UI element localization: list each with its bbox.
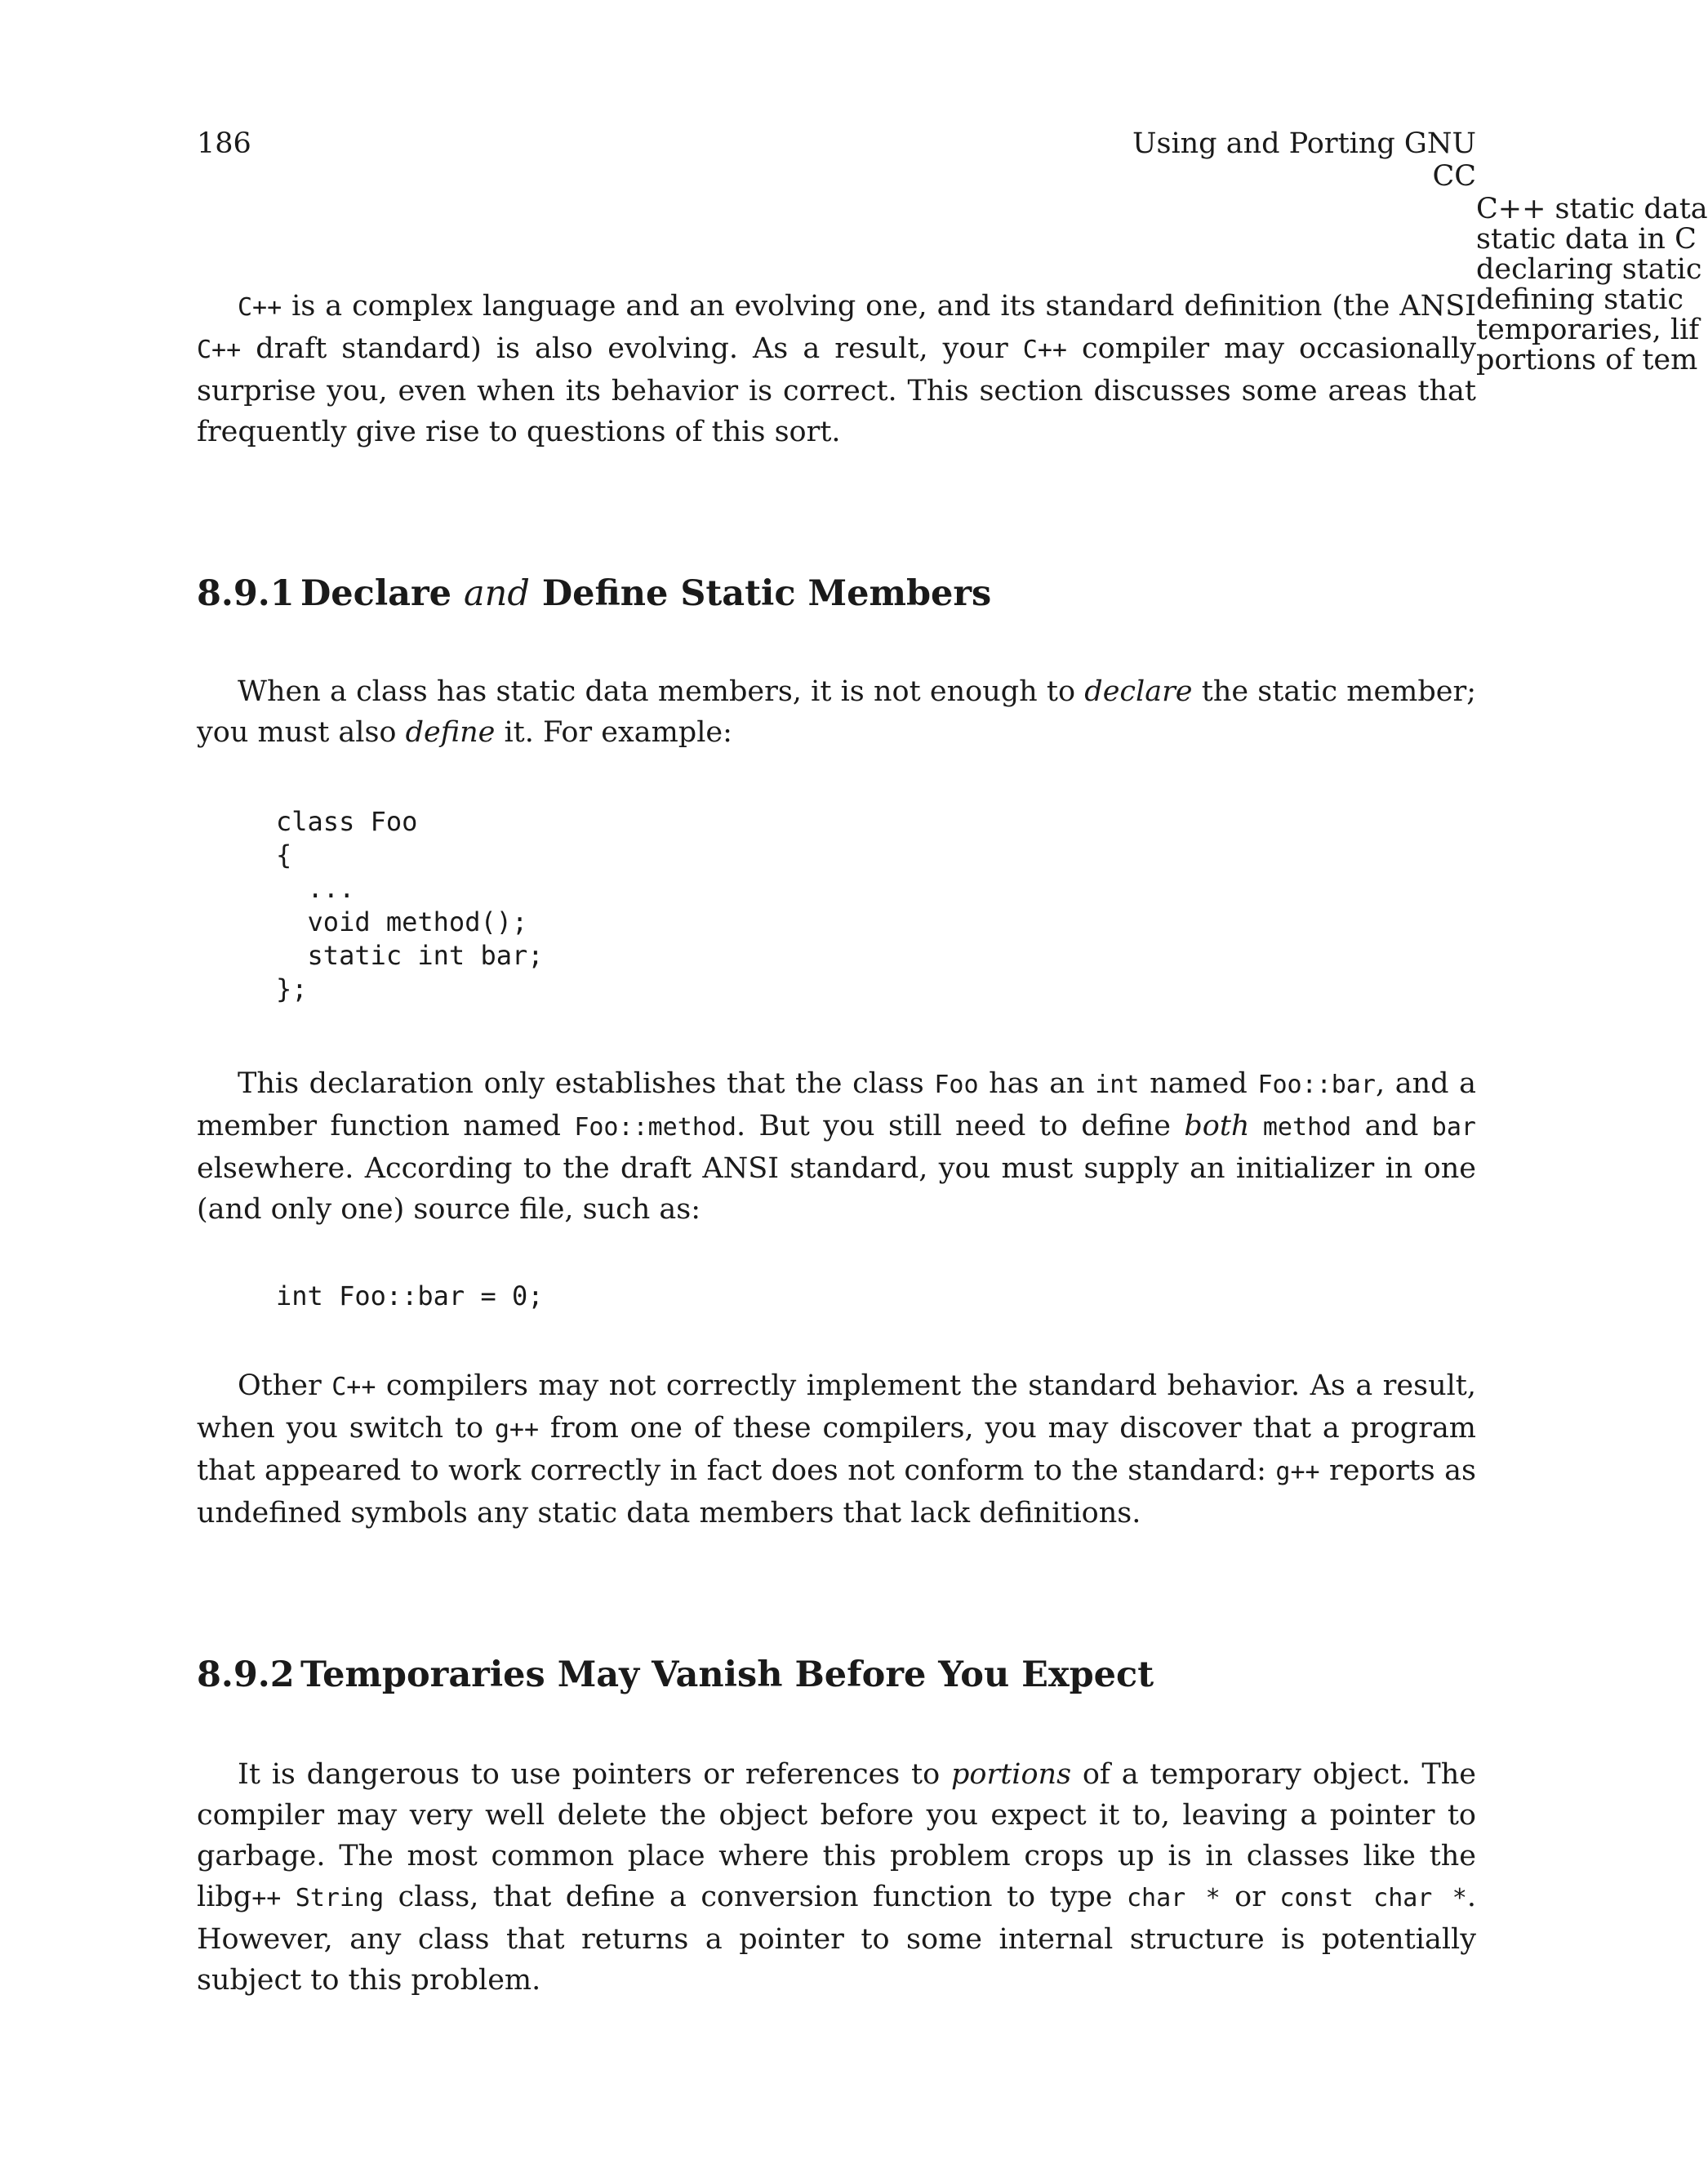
text: or: [1220, 1881, 1280, 1913]
text: Other: [238, 1369, 332, 1402]
index-entry: portions of tem: [1476, 344, 1698, 376]
static-members-paragraph-2: [197, 1063, 1476, 1230]
emphasis: both: [1184, 1110, 1250, 1142]
text: from one of these compilers, you may discover that a program that appeared to work correctly in fact does not conform to the standard:: [197, 1412, 1476, 1487]
static-members-paragraph-3: [197, 1365, 1476, 1534]
emphasis: portions: [951, 1758, 1072, 1791]
code-example-class-foo: class Foo { ... void method(); static int bar; };: [276, 806, 544, 1004]
text: When a class has static data members, it is not enough to: [238, 675, 1085, 708]
inline-code: Foo: [934, 1071, 979, 1099]
inline-code: ++: [251, 1884, 282, 1912]
inline-code: const char *: [1279, 1884, 1467, 1912]
section-number: 8.9.2: [197, 1654, 295, 1695]
inline-code: char *: [1126, 1884, 1221, 1912]
section-heading-892: [197, 1654, 1154, 1695]
section-heading-891: [197, 573, 991, 614]
heading-text: Temporaries May Vanish Before You Expect: [300, 1654, 1154, 1695]
inline-code: g++: [1275, 1458, 1320, 1486]
heading-text: Define Static Members: [541, 573, 992, 614]
running-header-title: Using and Porting GNU CC: [1132, 127, 1476, 193]
heading-text: Declare: [300, 573, 452, 614]
text: class, that define a conversion function to type: [384, 1881, 1127, 1913]
text: It is dangerous to use pointers or references to: [238, 1758, 951, 1791]
index-entries-margin: [1476, 193, 1708, 376]
emphasis: declare: [1084, 675, 1193, 708]
page-number: 186: [197, 127, 251, 160]
cpp-code: C++: [197, 336, 242, 364]
heading-italic: and: [464, 573, 530, 614]
inline-code: C++: [331, 1373, 376, 1401]
index-entry: temporaries, lif: [1476, 314, 1700, 346]
text: [1249, 1110, 1262, 1142]
text: . But you still need to define: [736, 1110, 1185, 1142]
text: reports as undefined symbols any static data members that lack definitions.: [197, 1454, 1476, 1529]
text: of a temporary object. The compiler may very well delete the object before you expect it to, leaving a pointer to garbage. The most common place where this problem crops up is in classes like the libg: [197, 1758, 1477, 1913]
text: [281, 1881, 295, 1913]
inline-code: method: [1262, 1113, 1352, 1142]
text: it. For example:: [495, 716, 732, 749]
cpp-code: C++: [238, 293, 282, 322]
section-number: 8.9.1: [197, 573, 295, 614]
intro-paragraph: [197, 286, 1476, 452]
inline-code: String: [295, 1884, 385, 1912]
code-example-initializer: int Foo::bar = 0;: [276, 1280, 544, 1311]
index-entry: C++ static data: [1476, 193, 1708, 225]
index-entry: defining static: [1476, 283, 1684, 316]
static-members-paragraph-1: [197, 671, 1476, 753]
text: This declaration only establishes that the class: [238, 1067, 935, 1100]
text: compilers may not correctly implement the standard behavior. As a result, when you switch to: [197, 1369, 1476, 1445]
index-entry: static data in C: [1476, 223, 1697, 256]
inline-code: bar: [1431, 1113, 1476, 1142]
text: compiler may occasionally surprise you, even when its behavior is correct. This section discusses some areas that frequently give rise to questions of this sort.: [197, 332, 1476, 448]
inline-code: Foo::bar: [1257, 1071, 1376, 1099]
text: draft standard) is also evolving. As a result, your: [241, 332, 1023, 365]
inline-code: g++: [494, 1415, 540, 1444]
text: , and a member function named: [197, 1067, 1477, 1142]
inline-code: int: [1095, 1071, 1140, 1099]
text: named: [1139, 1067, 1258, 1100]
emphasis: define: [405, 716, 496, 749]
inline-code: Foo::method: [574, 1113, 736, 1142]
text: has an: [978, 1067, 1096, 1100]
text: elsewhere. According to the draft ANSI standard, you must supply an initializer in one (and only one) source file, such as:: [197, 1152, 1476, 1226]
index-entry: declaring static: [1476, 253, 1702, 286]
text: and: [1351, 1110, 1432, 1142]
text: is a complex language and an evolving one, and its standard definition (the ANSI: [282, 290, 1476, 323]
temporaries-paragraph-1: [197, 1754, 1476, 2001]
cpp-code: C++: [1022, 336, 1067, 364]
text: . However, any class that returns a pointer to some internal structure is potentially subject to this problem.: [197, 1881, 1476, 1997]
text: the static member; you must also: [197, 675, 1477, 749]
